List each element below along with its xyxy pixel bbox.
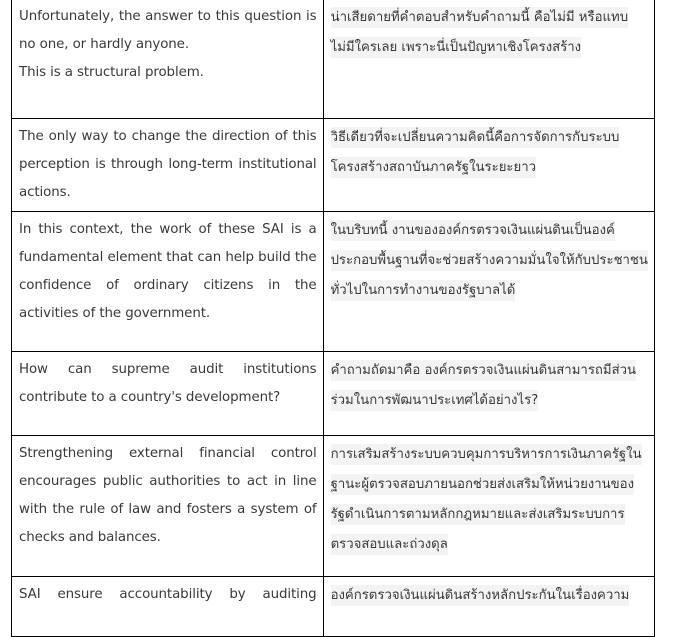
thai-text: วิธีเดียวที่จะเปลี่ยนความคิดนี้คือการจัดการกับระบบโครงสร้างสถาบันภาครัฐในระยะยาว bbox=[331, 127, 620, 178]
thai-text: การเสริมสร้างระบบควบคุมการบริหารการเงินภาครัฐในฐานะผู้ตรวจสอบภายนอกช่วยส่งเสริมให้หน่วยงานของรัฐดำเนินการตามหลักกฎหมายและส่งเสริมระบบการตรวจสอบและถ่วงดุล bbox=[331, 444, 642, 555]
table-row bbox=[12, 119, 655, 212]
thai-cell bbox=[323, 352, 654, 436]
thai-text: องค์กรตรวจเงินแผ่นดินสร้างหลักประกันในเรื่องความ bbox=[331, 585, 630, 606]
thai-text: น่าเสียดายที่คำตอบสำหรับคำถามนี้ คือไม่มี หรือแทบไม่มีใครเลย เพราะนี่เป็นปัญหาเชิงโครงสร้าง bbox=[331, 7, 629, 58]
thai-text: คำถามถัดมาคือ องค์กรตรวจเงินแผ่นดินสามารถมีส่วนร่วมในการพัฒนาประเทศได้อย่างไร? bbox=[331, 360, 636, 411]
translation-table bbox=[11, 0, 655, 637]
table-row bbox=[12, 352, 655, 436]
thai-cell bbox=[323, 0, 654, 119]
table-row bbox=[12, 436, 655, 577]
english-text: This is a structural problem. bbox=[19, 65, 204, 80]
english-cell bbox=[12, 352, 324, 436]
thai-cell bbox=[323, 436, 654, 577]
english-text: Strengthening external financial control encourages public authorities to act in line with the rule of law and fosters a system of checks and balances. bbox=[19, 446, 317, 545]
table-row bbox=[12, 577, 655, 637]
thai-text: ในบริบทนี้ งานขององค์กรตรวจเงินแผ่นดินเป็นองค์ประกอบพื้นฐานที่จะช่วยสร้างความมั่นใจให้กับประชาชนทั่วไปในการทำงานของรัฐบาลได้ bbox=[331, 220, 648, 301]
thai-cell bbox=[323, 119, 654, 212]
english-cell bbox=[12, 212, 324, 352]
thai-cell bbox=[323, 577, 654, 637]
english-cell bbox=[12, 119, 324, 212]
thai-cell bbox=[323, 212, 654, 352]
english-text: How can supreme audit institutions contribute to a country's development? bbox=[19, 362, 317, 405]
english-cell bbox=[12, 577, 324, 637]
english-cell bbox=[12, 436, 324, 577]
english-text: Unfortunately, the answer to this question is no one, or hardly anyone. bbox=[19, 9, 317, 52]
english-cell bbox=[12, 0, 324, 119]
english-text: SAI ensure accountability by auditing bbox=[19, 587, 317, 602]
table-row bbox=[12, 212, 655, 352]
table-row bbox=[12, 0, 655, 119]
english-text: The only way to change the direction of this perception is through long-term institutional actions. bbox=[19, 129, 317, 200]
english-text: In this context, the work of these SAI is a fundamental element that can help build the confidence of ordinary citizens in the activities of the government. bbox=[19, 222, 317, 321]
